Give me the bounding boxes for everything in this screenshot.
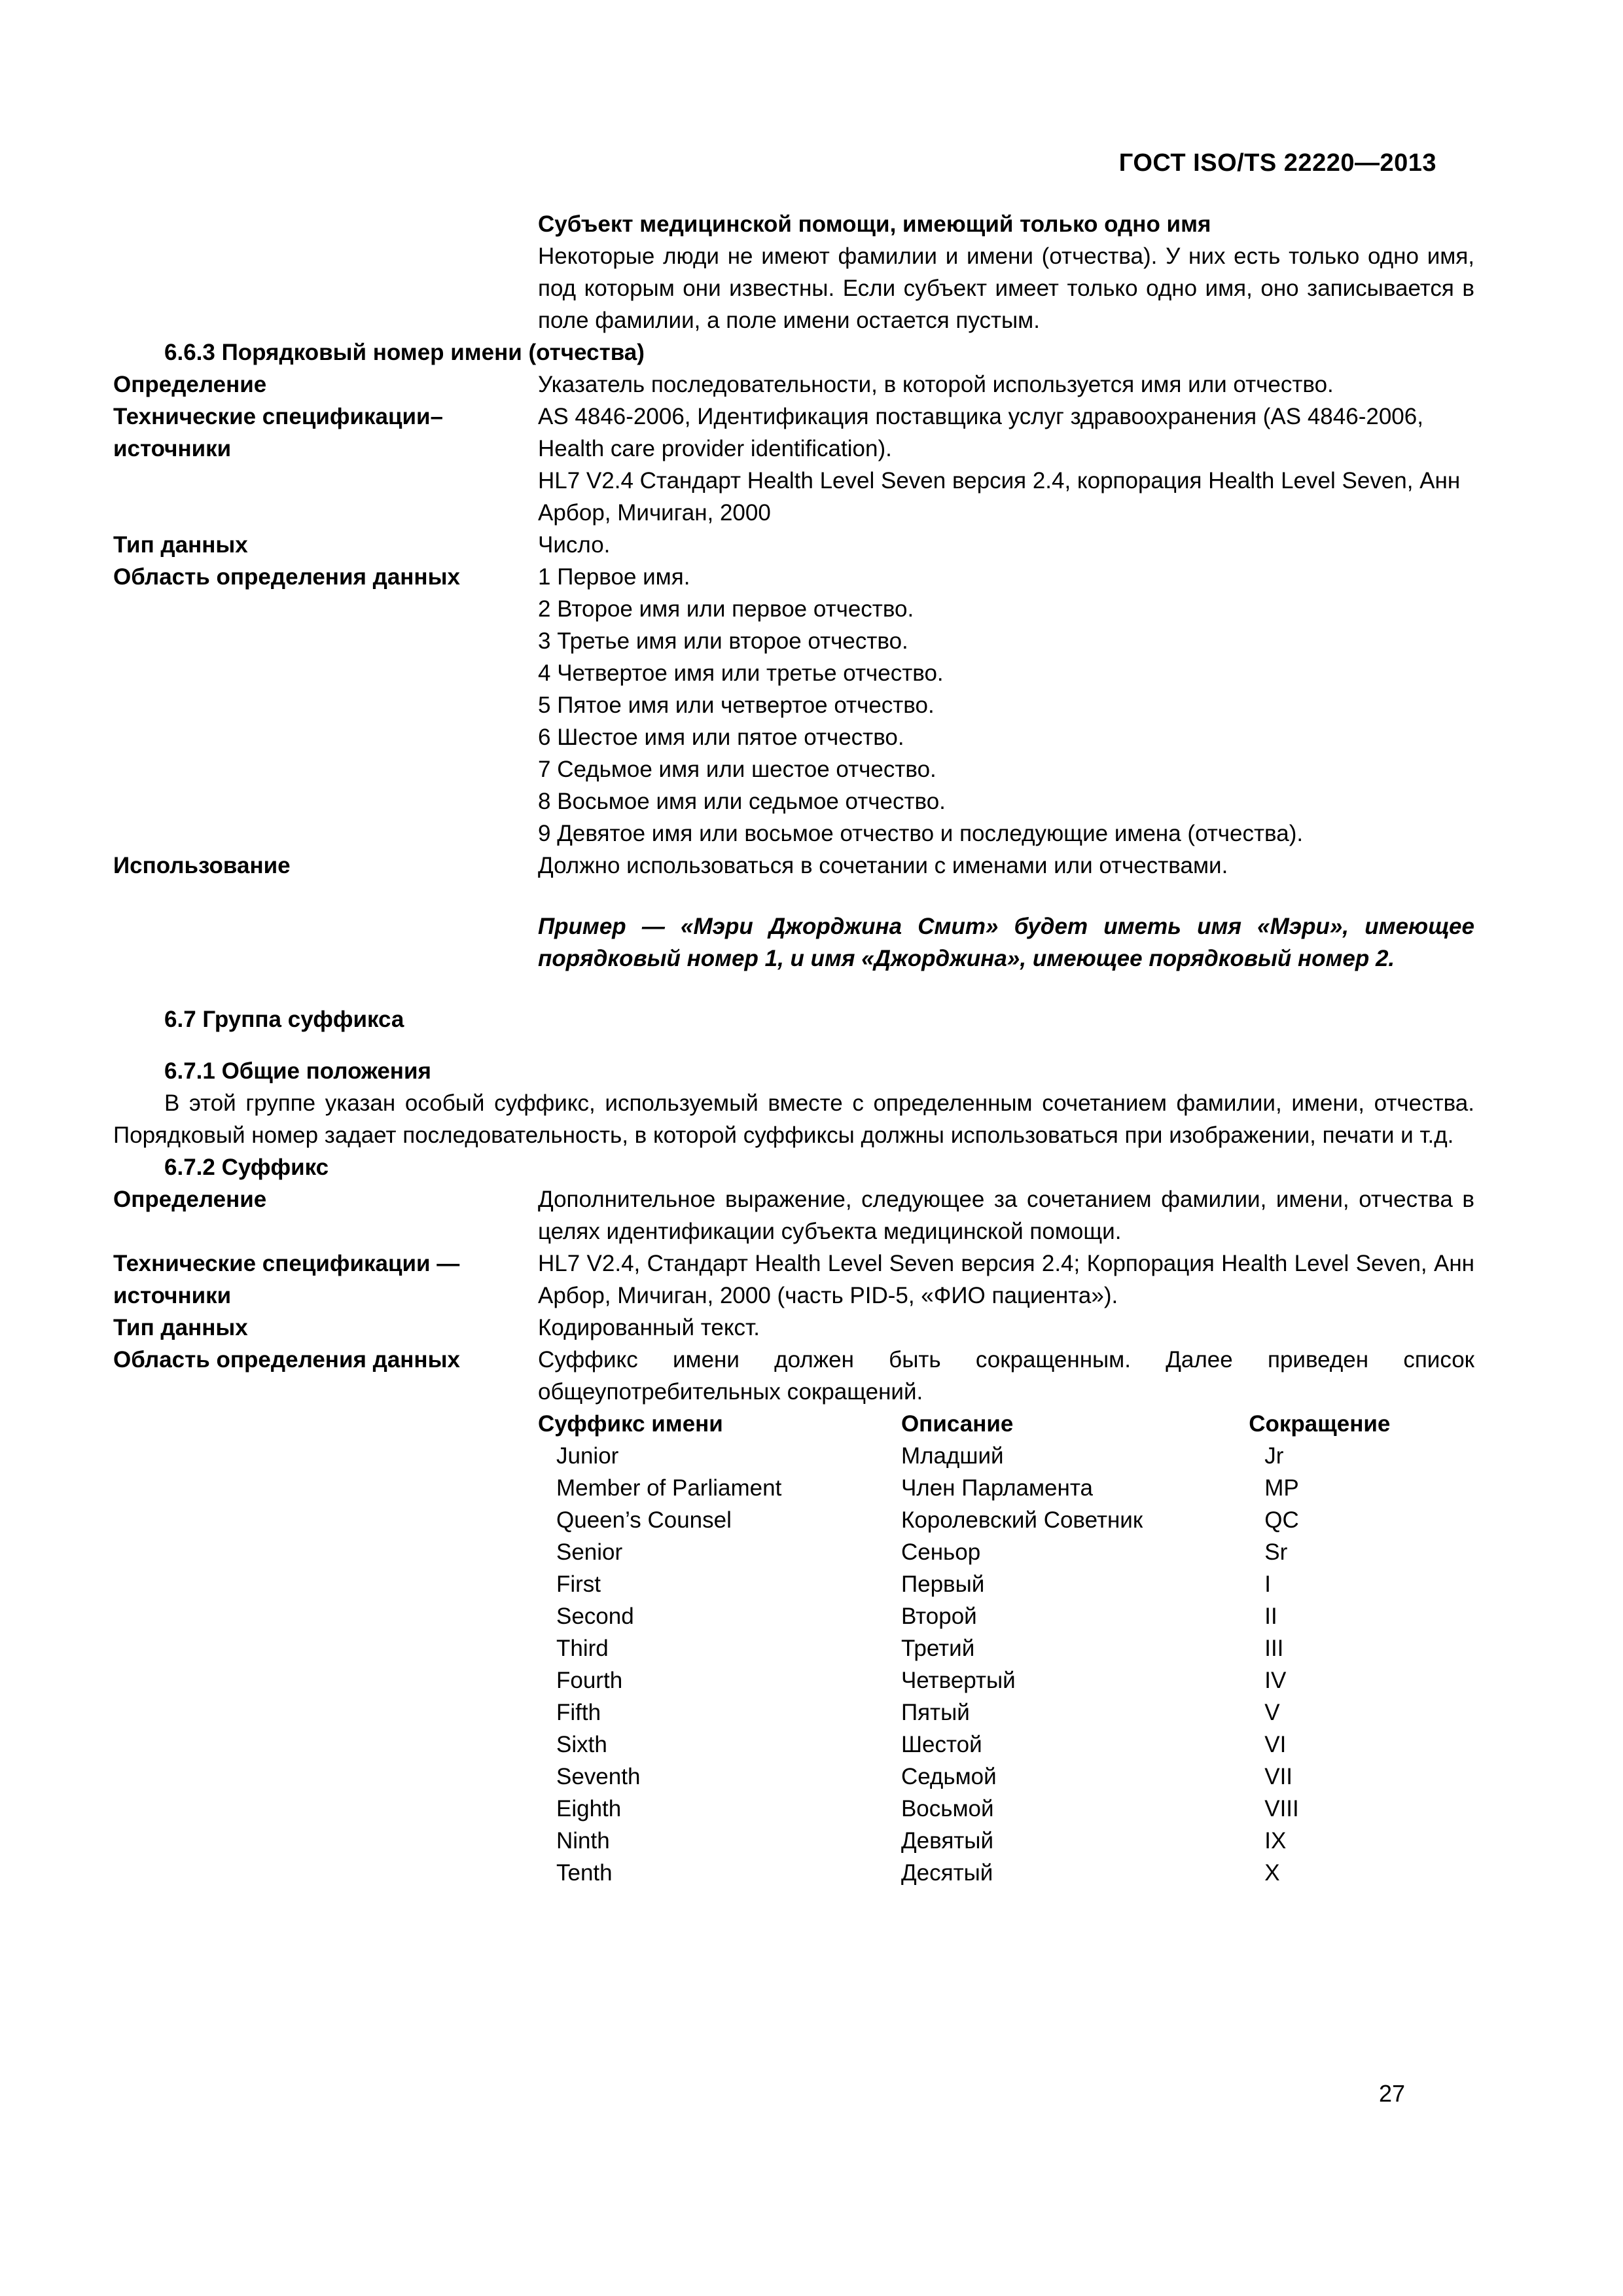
table-row xyxy=(538,1793,1474,1825)
row-value-line1: AS 4846-2006, Идентификация поставщика услуг здравоохранения (AS 4846-2006, Health care provider identification). xyxy=(538,404,1423,461)
definition-row-663-datatype xyxy=(113,529,1474,561)
data-domain-list xyxy=(538,561,1474,850)
row-value: Суффикс имени должен быть сокращенным. Далее приведен список общеупотребительных сокращений. xyxy=(538,1347,1474,1405)
row-value: HL7 V2.4, Стандарт Health Level Seven версия 2.4; Корпорация Health Level Seven, Анн Арбор, Мичиган, 2000 (часть PID-5, «ФИО пациента»). xyxy=(538,1251,1474,1308)
cell-suffix-name: Senior xyxy=(556,1539,623,1565)
cell-suffix-name: Fourth xyxy=(556,1668,623,1693)
definition-row-663-definition xyxy=(113,368,1474,401)
table-row xyxy=(538,1568,1474,1600)
row-value: Дополнительное выражение, следующее за сочетанием фамилии, имени, отчества в целях идентификации субъекта медицинской помощи. xyxy=(538,1187,1474,1244)
spacer xyxy=(113,975,1474,1003)
intro-block-title: Субъект медицинской помощи, имеющий только одно имя xyxy=(538,211,1211,237)
cell-description: Младший xyxy=(901,1443,1004,1469)
page-number: 27 xyxy=(1379,2080,1406,2107)
table-body xyxy=(538,1440,1474,1889)
table-row xyxy=(538,1504,1474,1536)
cell-abbreviation: III xyxy=(1264,1636,1284,1661)
cell-description: Четвертый xyxy=(901,1668,1016,1693)
cell-suffix-name: Tenth xyxy=(556,1860,613,1886)
list-item: 9 Девятое имя или восьмое отчество и последующие имена (отчества). xyxy=(538,821,1304,846)
row-value: Указатель последовательности, в которой используется имя или отчество. xyxy=(538,372,1334,397)
list-item: 6 Шестое имя или пятое отчество. xyxy=(538,725,904,750)
cell-abbreviation: V xyxy=(1264,1700,1280,1725)
table-row xyxy=(538,1472,1474,1504)
definition-row-672-datatype xyxy=(113,1312,1474,1344)
row-label-line1: Технические спецификации– xyxy=(113,404,444,429)
row-value: Кодированный текст. xyxy=(538,1315,760,1340)
row-label-line1: Технические спецификации — xyxy=(113,1251,460,1276)
table-header-row xyxy=(538,1408,1474,1440)
cell-description: Девятый xyxy=(901,1828,994,1854)
example-note-663: Пример — «Мэри Джорджина Смит» будет иметь имя «Мэри», имеющее порядковый номер 1, и имя «Джорджина», имеющее порядковый номер 2. xyxy=(538,914,1474,971)
row-label: Область определения данных xyxy=(113,564,460,590)
heading-6-6-3: 6.6.3 Порядковый номер имени (отчества) xyxy=(164,340,645,365)
paragraph-6-7-1: В этой группе указан особый суффикс, используемый вместе с определенным сочетанием фамилии, имени, отчества. Порядковый номер задает последовательность, в которой суффиксы должны использоваться при изображении, печати и т.д. xyxy=(113,1090,1474,1148)
cell-suffix-name: Seventh xyxy=(556,1764,641,1789)
document-body xyxy=(113,208,1474,1889)
row-label-line2: источники xyxy=(113,436,232,461)
table-row xyxy=(538,1696,1474,1729)
cell-suffix-name: Ninth xyxy=(556,1828,610,1854)
cell-description: Восьмой xyxy=(901,1796,994,1821)
row-label: Определение xyxy=(113,1187,267,1212)
row-label: Тип данных xyxy=(113,1315,248,1340)
column-header-abbreviation: Сокращение xyxy=(1249,1411,1391,1437)
cell-suffix-name: Second xyxy=(556,1604,634,1629)
cell-description: Седьмой xyxy=(901,1764,997,1789)
row-label: Использование xyxy=(113,853,291,878)
row-value-stack xyxy=(538,401,1474,529)
cell-description: Первый xyxy=(901,1571,985,1597)
cell-suffix-name: Third xyxy=(556,1636,609,1661)
cell-suffix-name: First xyxy=(556,1571,601,1597)
list-item: 7 Седьмое имя или шестое отчество. xyxy=(538,757,936,782)
cell-description: Королевский Советник xyxy=(901,1507,1143,1533)
table-row xyxy=(538,1729,1474,1761)
cell-abbreviation: VI xyxy=(1264,1732,1287,1757)
table-row xyxy=(538,1536,1474,1568)
row-label: Тип данных xyxy=(113,532,248,558)
list-item: 2 Второе имя или первое отчество. xyxy=(538,596,914,622)
cell-description: Десятый xyxy=(901,1860,993,1886)
cell-description: Третий xyxy=(901,1636,975,1661)
cell-description: Пятый xyxy=(901,1700,970,1725)
cell-abbreviation: IX xyxy=(1264,1828,1287,1854)
cell-abbreviation: Jr xyxy=(1264,1443,1284,1469)
cell-suffix-name: Fifth xyxy=(556,1700,601,1725)
cell-description: Шестой xyxy=(901,1732,982,1757)
heading-6-7: 6.7 Группа суффикса xyxy=(164,1007,404,1032)
list-item: 3 Третье имя или второе отчество. xyxy=(538,628,908,654)
column-header-description: Описание xyxy=(901,1411,1014,1437)
row-value: Должно использоваться в сочетании с именами или отчествами. xyxy=(538,853,1228,878)
cell-description: Член Парламента xyxy=(901,1475,1093,1501)
column-header-suffix-name: Суффикс имени xyxy=(538,1411,723,1437)
list-item: 8 Восьмое имя или седьмое отчество. xyxy=(538,789,946,814)
list-item: 5 Пятое имя или четвертое отчество. xyxy=(538,692,935,718)
cell-abbreviation: VIII xyxy=(1264,1796,1299,1821)
definition-row-672-specs xyxy=(113,1247,1474,1312)
cell-description: Сеньор xyxy=(901,1539,981,1565)
cell-abbreviation: Sr xyxy=(1264,1539,1288,1565)
heading-6-7-1: 6.7.1 Общие положения xyxy=(164,1058,431,1084)
spacer xyxy=(113,1035,1474,1055)
cell-suffix-name: Junior xyxy=(556,1443,619,1469)
row-label: Область определения данных xyxy=(113,1347,460,1372)
cell-suffix-name: Eighth xyxy=(556,1796,622,1821)
running-head-standard-title: ГОСТ ISO/TS 22220—2013 xyxy=(1118,149,1436,177)
suffix-abbreviation-table xyxy=(538,1408,1474,1889)
table-row xyxy=(538,1600,1474,1632)
cell-description: Второй xyxy=(901,1604,977,1629)
definition-row-663-usage xyxy=(113,850,1474,882)
row-label: Определение xyxy=(113,372,267,397)
list-item: 4 Четвертое имя или третье отчество. xyxy=(538,660,944,686)
spacer xyxy=(113,882,1474,910)
row-value: Число. xyxy=(538,532,611,558)
intro-block-paragraph: Некоторые люди не имеют фамилии и имени (отчества). У них есть только одно имя, под которым они известны. Если субъект имеет только одно имя, оно записывается в поле фамилии, а поле имени остается пустым. xyxy=(538,243,1474,333)
row-label-line2: источники xyxy=(113,1283,232,1308)
row-label-stack xyxy=(113,1247,538,1312)
table-row xyxy=(538,1761,1474,1793)
table-row xyxy=(538,1857,1474,1889)
cell-abbreviation: QC xyxy=(1264,1507,1299,1533)
cell-abbreviation: MP xyxy=(1264,1475,1299,1501)
definition-row-672-datadomain xyxy=(113,1344,1474,1408)
cell-suffix-name: Queen’s Counsel xyxy=(556,1507,732,1533)
cell-abbreviation: X xyxy=(1264,1860,1280,1886)
cell-suffix-name: Sixth xyxy=(556,1732,607,1757)
heading-6-7-2: 6.7.2 Суффикс xyxy=(164,1155,329,1180)
table-row xyxy=(538,1632,1474,1664)
row-value-line2: HL7 V2.4 Стандарт Health Level Seven версия 2.4, корпорация Health Level Seven, Анн Арбор, Мичиган, 2000 xyxy=(538,468,1461,526)
table-row xyxy=(538,1440,1474,1472)
cell-abbreviation: VII xyxy=(1264,1764,1293,1789)
cell-abbreviation: II xyxy=(1264,1604,1277,1629)
definition-row-672-definition xyxy=(113,1183,1474,1247)
list-item: 1 Первое имя. xyxy=(538,564,690,590)
definition-row-663-datadomain xyxy=(113,561,1474,850)
cell-suffix-name: Member of Parliament xyxy=(556,1475,782,1501)
definition-row-663-specs xyxy=(113,401,1474,529)
cell-abbreviation: I xyxy=(1264,1571,1271,1597)
table-row xyxy=(538,1664,1474,1696)
table-row xyxy=(538,1825,1474,1857)
cell-abbreviation: IV xyxy=(1264,1668,1287,1693)
row-label-stack xyxy=(113,401,538,465)
